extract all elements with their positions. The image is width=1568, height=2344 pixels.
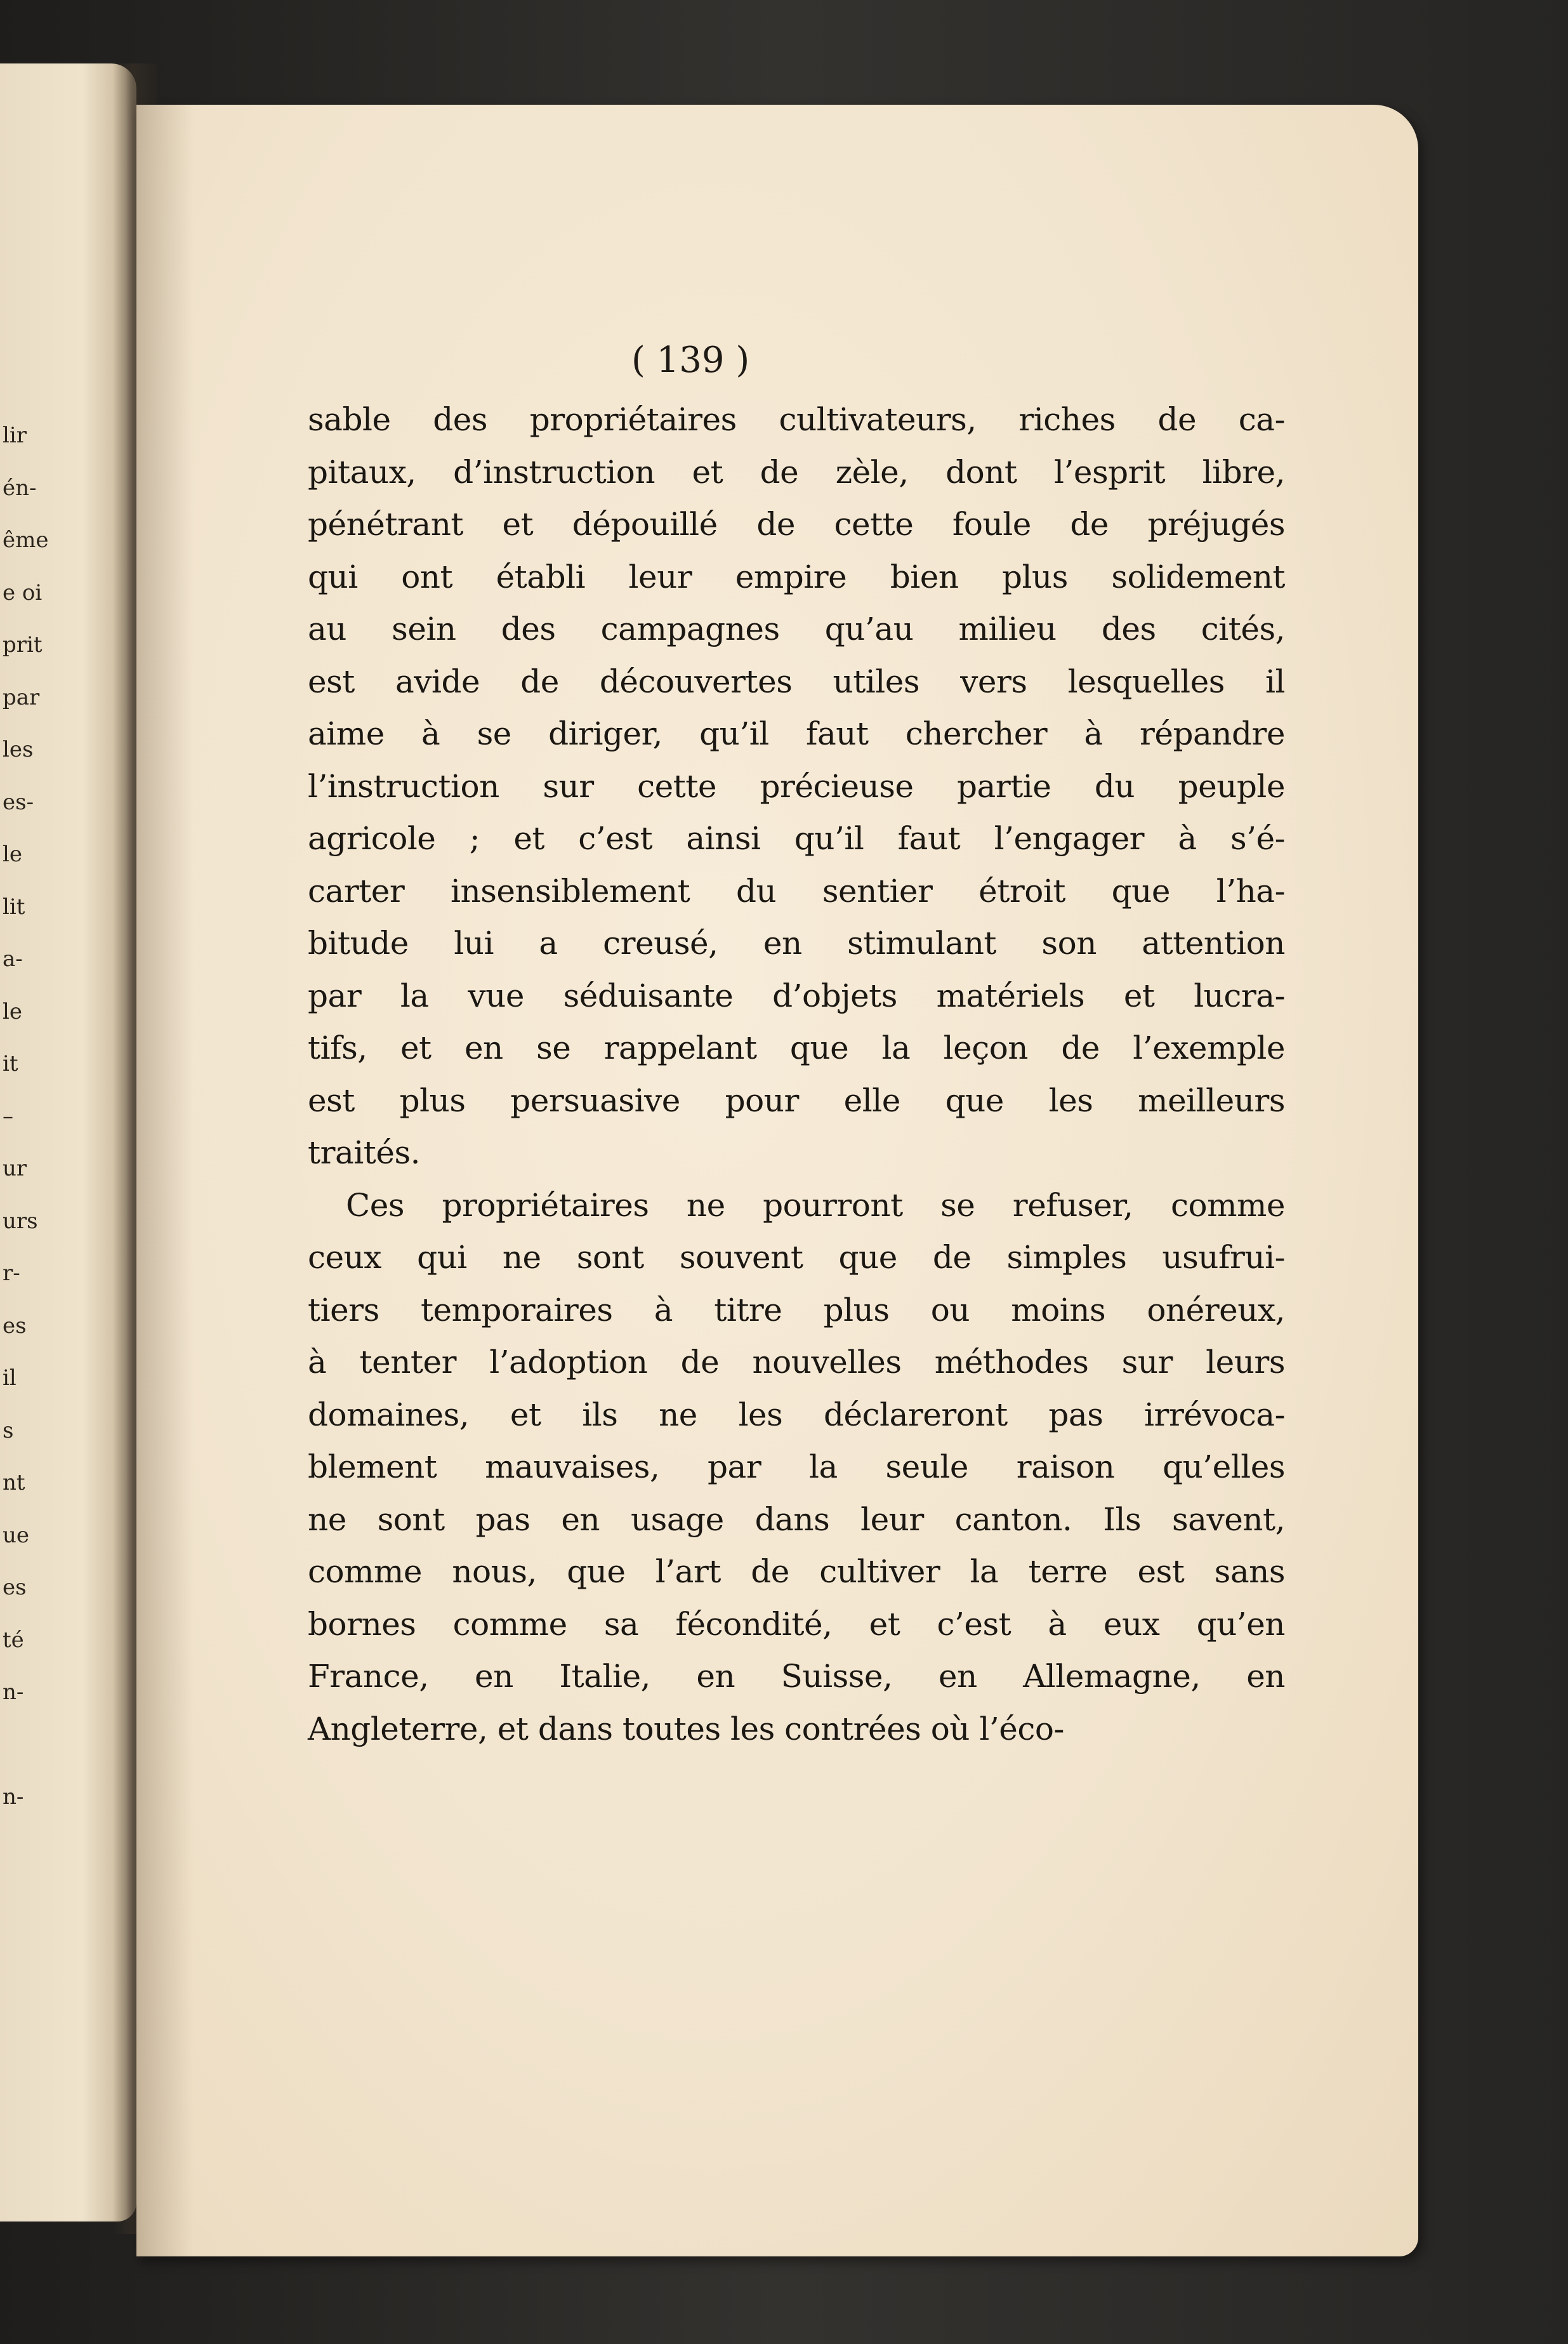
text-line: blement mauvaises, par la seule raison qu’elles xyxy=(308,1448,1285,1485)
left-page-text-fragments xyxy=(3,409,49,1824)
left-page-fragment: prit xyxy=(3,632,43,658)
text-line: bornes comme sa fécondité, et c’est à eux qu’en xyxy=(308,1605,1285,1643)
text-line: est plus persuasive pour elle que les meilleurs xyxy=(308,1082,1285,1119)
left-page-fragment: – xyxy=(3,1103,13,1129)
text-line: aime à se diriger, qu’il faut chercher à répandre xyxy=(308,715,1285,752)
left-page-fragment: es- xyxy=(3,789,34,815)
left-page-fragment: n- xyxy=(3,1784,24,1810)
paragraph xyxy=(308,394,1285,1179)
text-line: l’instruction sur cette précieuse partie du peuple xyxy=(308,767,1285,805)
page-number: ( 139 ) xyxy=(631,340,750,381)
left-page-fragment xyxy=(3,1719,28,1771)
text-line: qui ont établi leur empire bien plus solidement xyxy=(308,558,1285,595)
text-line: tifs, et en se rappelant que la leçon de l’exemple xyxy=(308,1030,1285,1066)
left-page-fragment: e oi xyxy=(3,579,43,606)
left-page-fragment: a- xyxy=(3,946,23,972)
text-line: domaines, et ils ne les déclareront pas irrévoca- xyxy=(308,1396,1285,1433)
left-page-fragment: it xyxy=(3,1051,18,1076)
left-page-fragment: ue xyxy=(3,1522,30,1548)
text-line: pitaux, d’instruction et de zèle, dont l’esprit libre, xyxy=(308,453,1285,491)
left-page-fragment: les xyxy=(3,737,34,762)
left-page-fragment: es xyxy=(3,1575,27,1600)
paragraph xyxy=(308,1179,1285,1756)
left-page-fragment: par xyxy=(3,684,40,710)
left-page-fragment: ême xyxy=(3,527,49,553)
left-page-fragment: té xyxy=(3,1627,24,1653)
left-page-fragment: il xyxy=(3,1365,16,1391)
left-page-fragment: urs xyxy=(3,1208,38,1234)
left-page-fragment: le xyxy=(3,998,22,1024)
left-page-fragment: le xyxy=(3,842,22,867)
text-line: agricole ; et c’est ainsi qu’il faut l’engager à s’é- xyxy=(308,820,1285,857)
left-page-fragment: én- xyxy=(3,475,37,501)
left-page-fragment: ur xyxy=(3,1156,27,1181)
text-line: ne sont pas en usage dans leur canton. Ils savent, xyxy=(308,1500,1285,1538)
text-line: tiers temporaires à titre plus ou moins onéreux, xyxy=(308,1291,1285,1328)
text-line: bitude lui a creusé, en stimulant son attention xyxy=(308,925,1285,962)
body-text xyxy=(308,394,1285,1755)
text-line: au sein des campagnes qu’au milieu des cités, xyxy=(308,611,1285,647)
left-page-fragment: lit xyxy=(3,894,25,920)
text-line: comme nous, que l’art de cultiver la terre est sans xyxy=(308,1553,1285,1590)
text-line: ceux qui ne sont souvent que de simples usufrui- xyxy=(308,1239,1285,1276)
text-line: à tenter l’adoption de nouvelles méthodes sur leurs xyxy=(308,1344,1285,1381)
left-page-fragment: lir xyxy=(3,423,27,448)
text-line: France, en Italie, en Suisse, en Allemagne, en xyxy=(308,1658,1285,1695)
text-line: pénétrant et dépouillé de cette foule de préjugés xyxy=(308,506,1285,543)
text-line: est avide de découvertes utiles vers lesquelles il xyxy=(308,663,1285,700)
text-line: par la vue séduisante d’objets matériels et lucra- xyxy=(308,977,1285,1014)
left-page-fragment: es xyxy=(3,1313,27,1339)
left-page-fragment: s xyxy=(3,1417,14,1443)
text-line: Ces propriétaires ne pourront se refuser, comme xyxy=(346,1186,1285,1224)
text-line: sable des propriétaires cultivateurs, riches de ca- xyxy=(308,401,1285,438)
left-page-fragment: r- xyxy=(3,1261,20,1286)
text-line: Angleterre, et dans toutes les contrées où l’éco- xyxy=(308,1710,1064,1747)
text-line: carter insensiblement du sentier étroit que l’ha- xyxy=(308,872,1285,910)
left-page-fragment: n- xyxy=(3,1679,24,1705)
left-page-fragment: nt xyxy=(3,1470,25,1495)
text-line: traités. xyxy=(308,1134,421,1171)
right-page xyxy=(136,105,1418,2256)
